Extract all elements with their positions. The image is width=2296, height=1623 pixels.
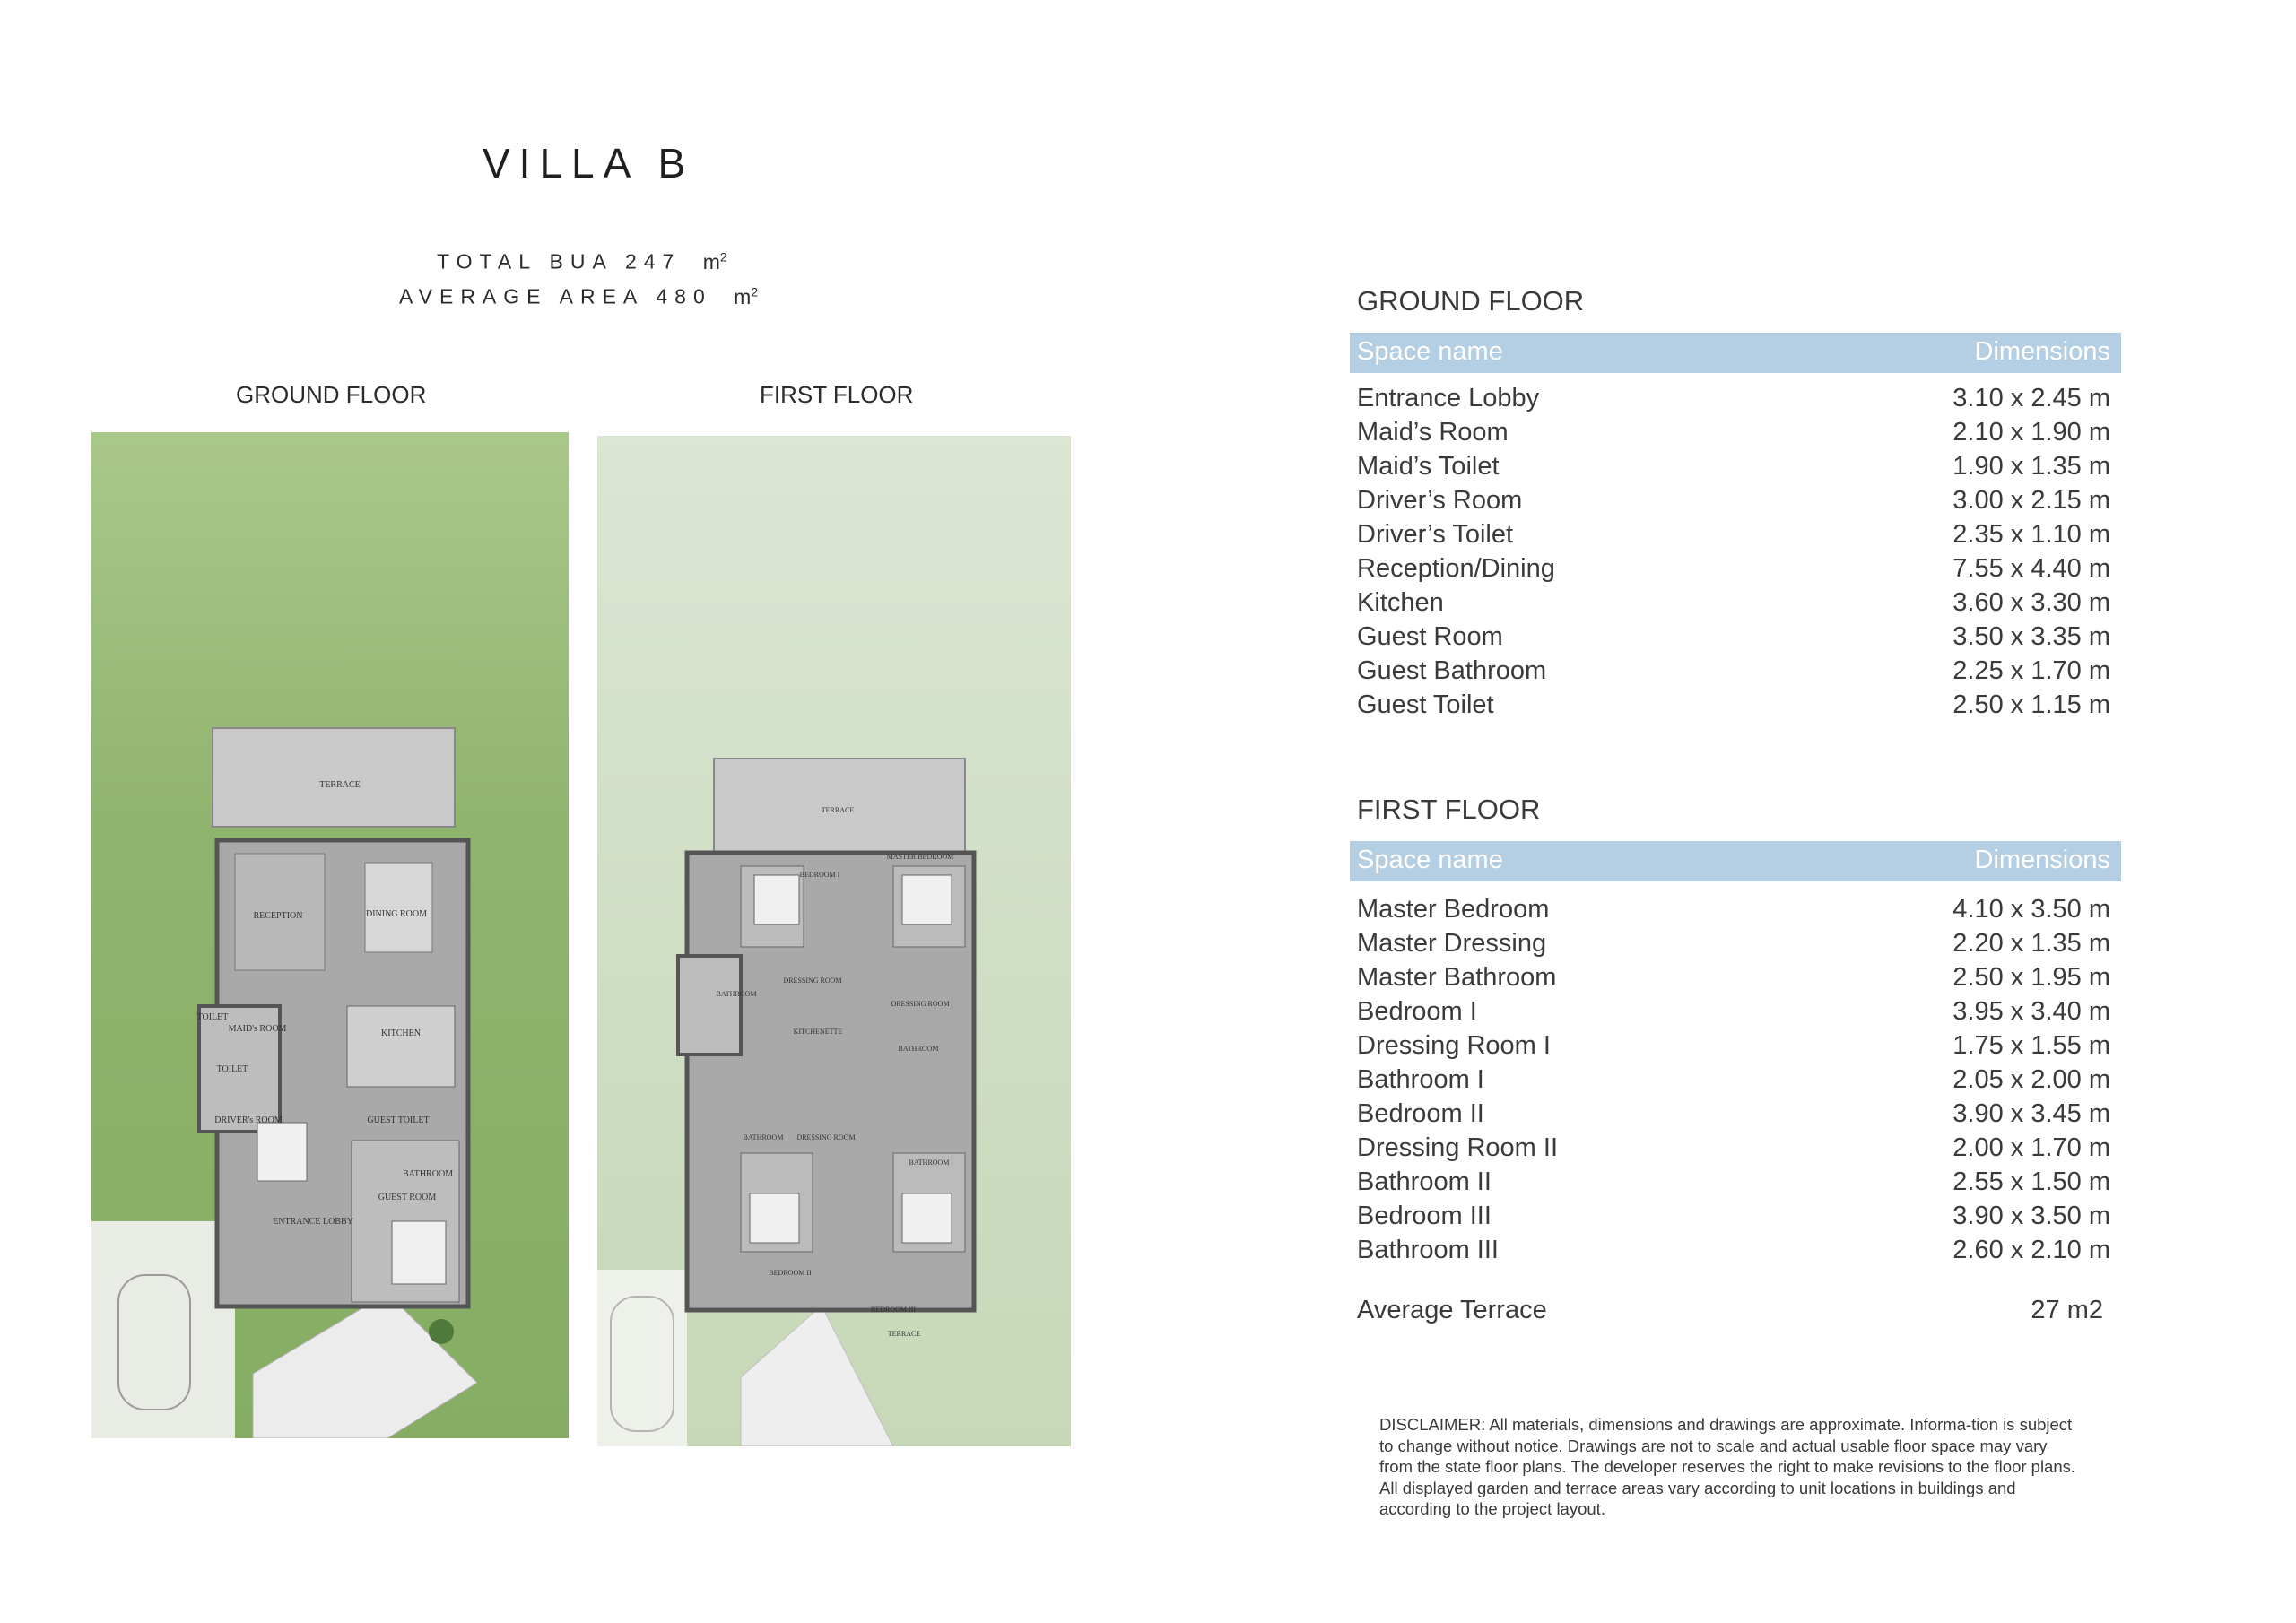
bed bbox=[750, 1193, 799, 1243]
room-label: TERRACE bbox=[821, 806, 855, 814]
first-floor-table bbox=[1350, 895, 2121, 1343]
room-label: DRIVER's ROOM bbox=[214, 1115, 283, 1125]
room-label: RECEPTION bbox=[253, 911, 303, 921]
table-row: Bathroom II 2.55 x 1.50 m bbox=[1357, 1167, 2110, 1196]
table-row: Bedroom I 3.95 x 3.40 m bbox=[1357, 997, 2110, 1026]
table-row: Bedroom II 3.90 x 3.45 m bbox=[1357, 1099, 2110, 1128]
room-label: MAID's ROOM bbox=[228, 1024, 287, 1034]
room-label: GUEST ROOM bbox=[378, 1193, 437, 1202]
table-row: Bathroom I 2.05 x 2.00 m bbox=[1357, 1065, 2110, 1094]
table-row: Dressing Room II 2.00 x 1.70 m bbox=[1357, 1133, 2110, 1162]
room-label: DRESSING ROOM bbox=[783, 976, 842, 985]
total-bua-label: TOTAL BUA 247 bbox=[437, 249, 682, 273]
ground-floor-table bbox=[1350, 384, 2121, 725]
path-paving bbox=[253, 1293, 477, 1438]
average-area bbox=[399, 284, 758, 309]
col-space-name: Space name bbox=[1357, 846, 1503, 874]
disclaimer: DISCLAIMER: All materials, dimensions and drawings are approximate. Informa-tion is subject to change without notice. Drawings are not to scale and actual usable floor space may vary from the state floor plans. The developer reserves the right to make revisions to the floor plans. All displayed garden and terrace areas vary according to unit locations in buildings and according to the project layout. bbox=[1379, 1415, 2076, 1518]
room-label: BEDROOM III bbox=[871, 1306, 916, 1314]
room-label: KITCHEN bbox=[381, 1028, 421, 1038]
path-paving bbox=[741, 1306, 893, 1446]
first-floor-plan-label: FIRST FLOOR bbox=[760, 381, 914, 408]
room-label: BATHROOM bbox=[898, 1045, 939, 1053]
room-label: BATHROOM bbox=[909, 1159, 950, 1167]
first-floor-drawing bbox=[597, 436, 1071, 1446]
room-label: GUEST TOILET bbox=[367, 1115, 430, 1125]
table-row: Maid’s Toilet 1.90 x 1.35 m bbox=[1357, 452, 2110, 481]
room-label: DRESSING ROOM bbox=[891, 1000, 950, 1008]
kitchen-zone bbox=[347, 1006, 455, 1087]
table-row: Kitchen 3.60 x 3.30 m bbox=[1357, 588, 2110, 617]
table-row: Entrance Lobby 3.10 x 2.45 m bbox=[1357, 384, 2110, 412]
ground-floor-plan bbox=[91, 432, 569, 1438]
total-bua bbox=[437, 249, 727, 274]
table-row: Driver’s Toilet 2.35 x 1.10 m bbox=[1357, 520, 2110, 549]
table-row: Master Bathroom 2.50 x 1.95 m bbox=[1357, 963, 2110, 992]
first-floor-heading: FIRST FLOOR bbox=[1357, 794, 1541, 825]
dining-table bbox=[365, 863, 432, 952]
room-label: TERRACE bbox=[887, 1330, 921, 1338]
average-area-label: AVERAGE AREA 480 bbox=[399, 284, 712, 308]
first-floor-plan bbox=[597, 436, 1071, 1446]
average-area-unit: $m^2$ bbox=[734, 284, 759, 308]
col-space-name: Space name bbox=[1357, 337, 1503, 366]
col-dimensions: Dimensions bbox=[1974, 846, 2110, 874]
guest-bed bbox=[392, 1221, 446, 1284]
bathroom-wing bbox=[678, 956, 741, 1055]
ground-floor-plan-label: GROUND FLOOR bbox=[236, 381, 427, 408]
table-row: Bedroom III 3.90 x 3.50 m bbox=[1357, 1202, 2110, 1230]
room-label: BEDROOM II bbox=[769, 1269, 812, 1277]
room-label: TERRACE bbox=[319, 780, 361, 790]
terrace-row: Average Terrace 27 m2 bbox=[1357, 1296, 2103, 1324]
table-row: Guest Room 3.50 x 3.35 m bbox=[1357, 622, 2110, 651]
room-label: MASTER BEDROOM bbox=[886, 853, 954, 861]
shrub bbox=[429, 1319, 454, 1344]
table-row: Master Dressing 2.20 x 1.35 m bbox=[1357, 929, 2110, 958]
ground-floor-table-header bbox=[1350, 333, 2121, 373]
table-row: Driver’s Room 3.00 x 2.15 m bbox=[1357, 486, 2110, 515]
room-label: BATHROOM bbox=[402, 1169, 454, 1179]
room-label: ENTRANCE LOBBY bbox=[273, 1217, 353, 1227]
room-label: BEDROOM I bbox=[799, 871, 840, 879]
room-label: KITCHENETTE bbox=[793, 1028, 843, 1036]
table-row: Bathroom III 2.60 x 2.10 m bbox=[1357, 1236, 2110, 1264]
table-row: Guest Toilet 2.50 x 1.15 m bbox=[1357, 690, 2110, 719]
ground-floor-drawing bbox=[91, 432, 569, 1438]
table-row: Reception/Dining 7.55 x 4.40 m bbox=[1357, 554, 2110, 583]
driver-bed bbox=[257, 1123, 307, 1181]
driveway bbox=[91, 1221, 235, 1438]
first-floor-table-header bbox=[1350, 841, 2121, 881]
terrace-area bbox=[213, 728, 455, 827]
table-row: Dressing Room I 1.75 x 1.55 m bbox=[1357, 1031, 2110, 1060]
col-dimensions: Dimensions bbox=[1974, 337, 2110, 366]
room-label: DINING ROOM bbox=[365, 909, 428, 919]
total-bua-unit: $m^2$ bbox=[702, 249, 727, 273]
room-label: TOILET bbox=[216, 1064, 248, 1074]
room-label: BATHROOM bbox=[743, 1133, 784, 1141]
room-label: TOILET bbox=[196, 1012, 229, 1022]
room-label: BATHROOM bbox=[716, 990, 757, 998]
room-label: DRESSING ROOM bbox=[796, 1133, 856, 1141]
table-row: Master Bedroom 4.10 x 3.50 m bbox=[1357, 895, 2110, 924]
bed bbox=[754, 875, 799, 924]
bed bbox=[902, 1193, 952, 1243]
page-title: VILLA B bbox=[483, 140, 695, 187]
ground-floor-heading: GROUND FLOOR bbox=[1357, 285, 1585, 317]
table-row: Guest Bathroom 2.25 x 1.70 m bbox=[1357, 656, 2110, 685]
bed bbox=[902, 875, 952, 924]
table-row: Maid’s Room 2.10 x 1.90 m bbox=[1357, 418, 2110, 447]
